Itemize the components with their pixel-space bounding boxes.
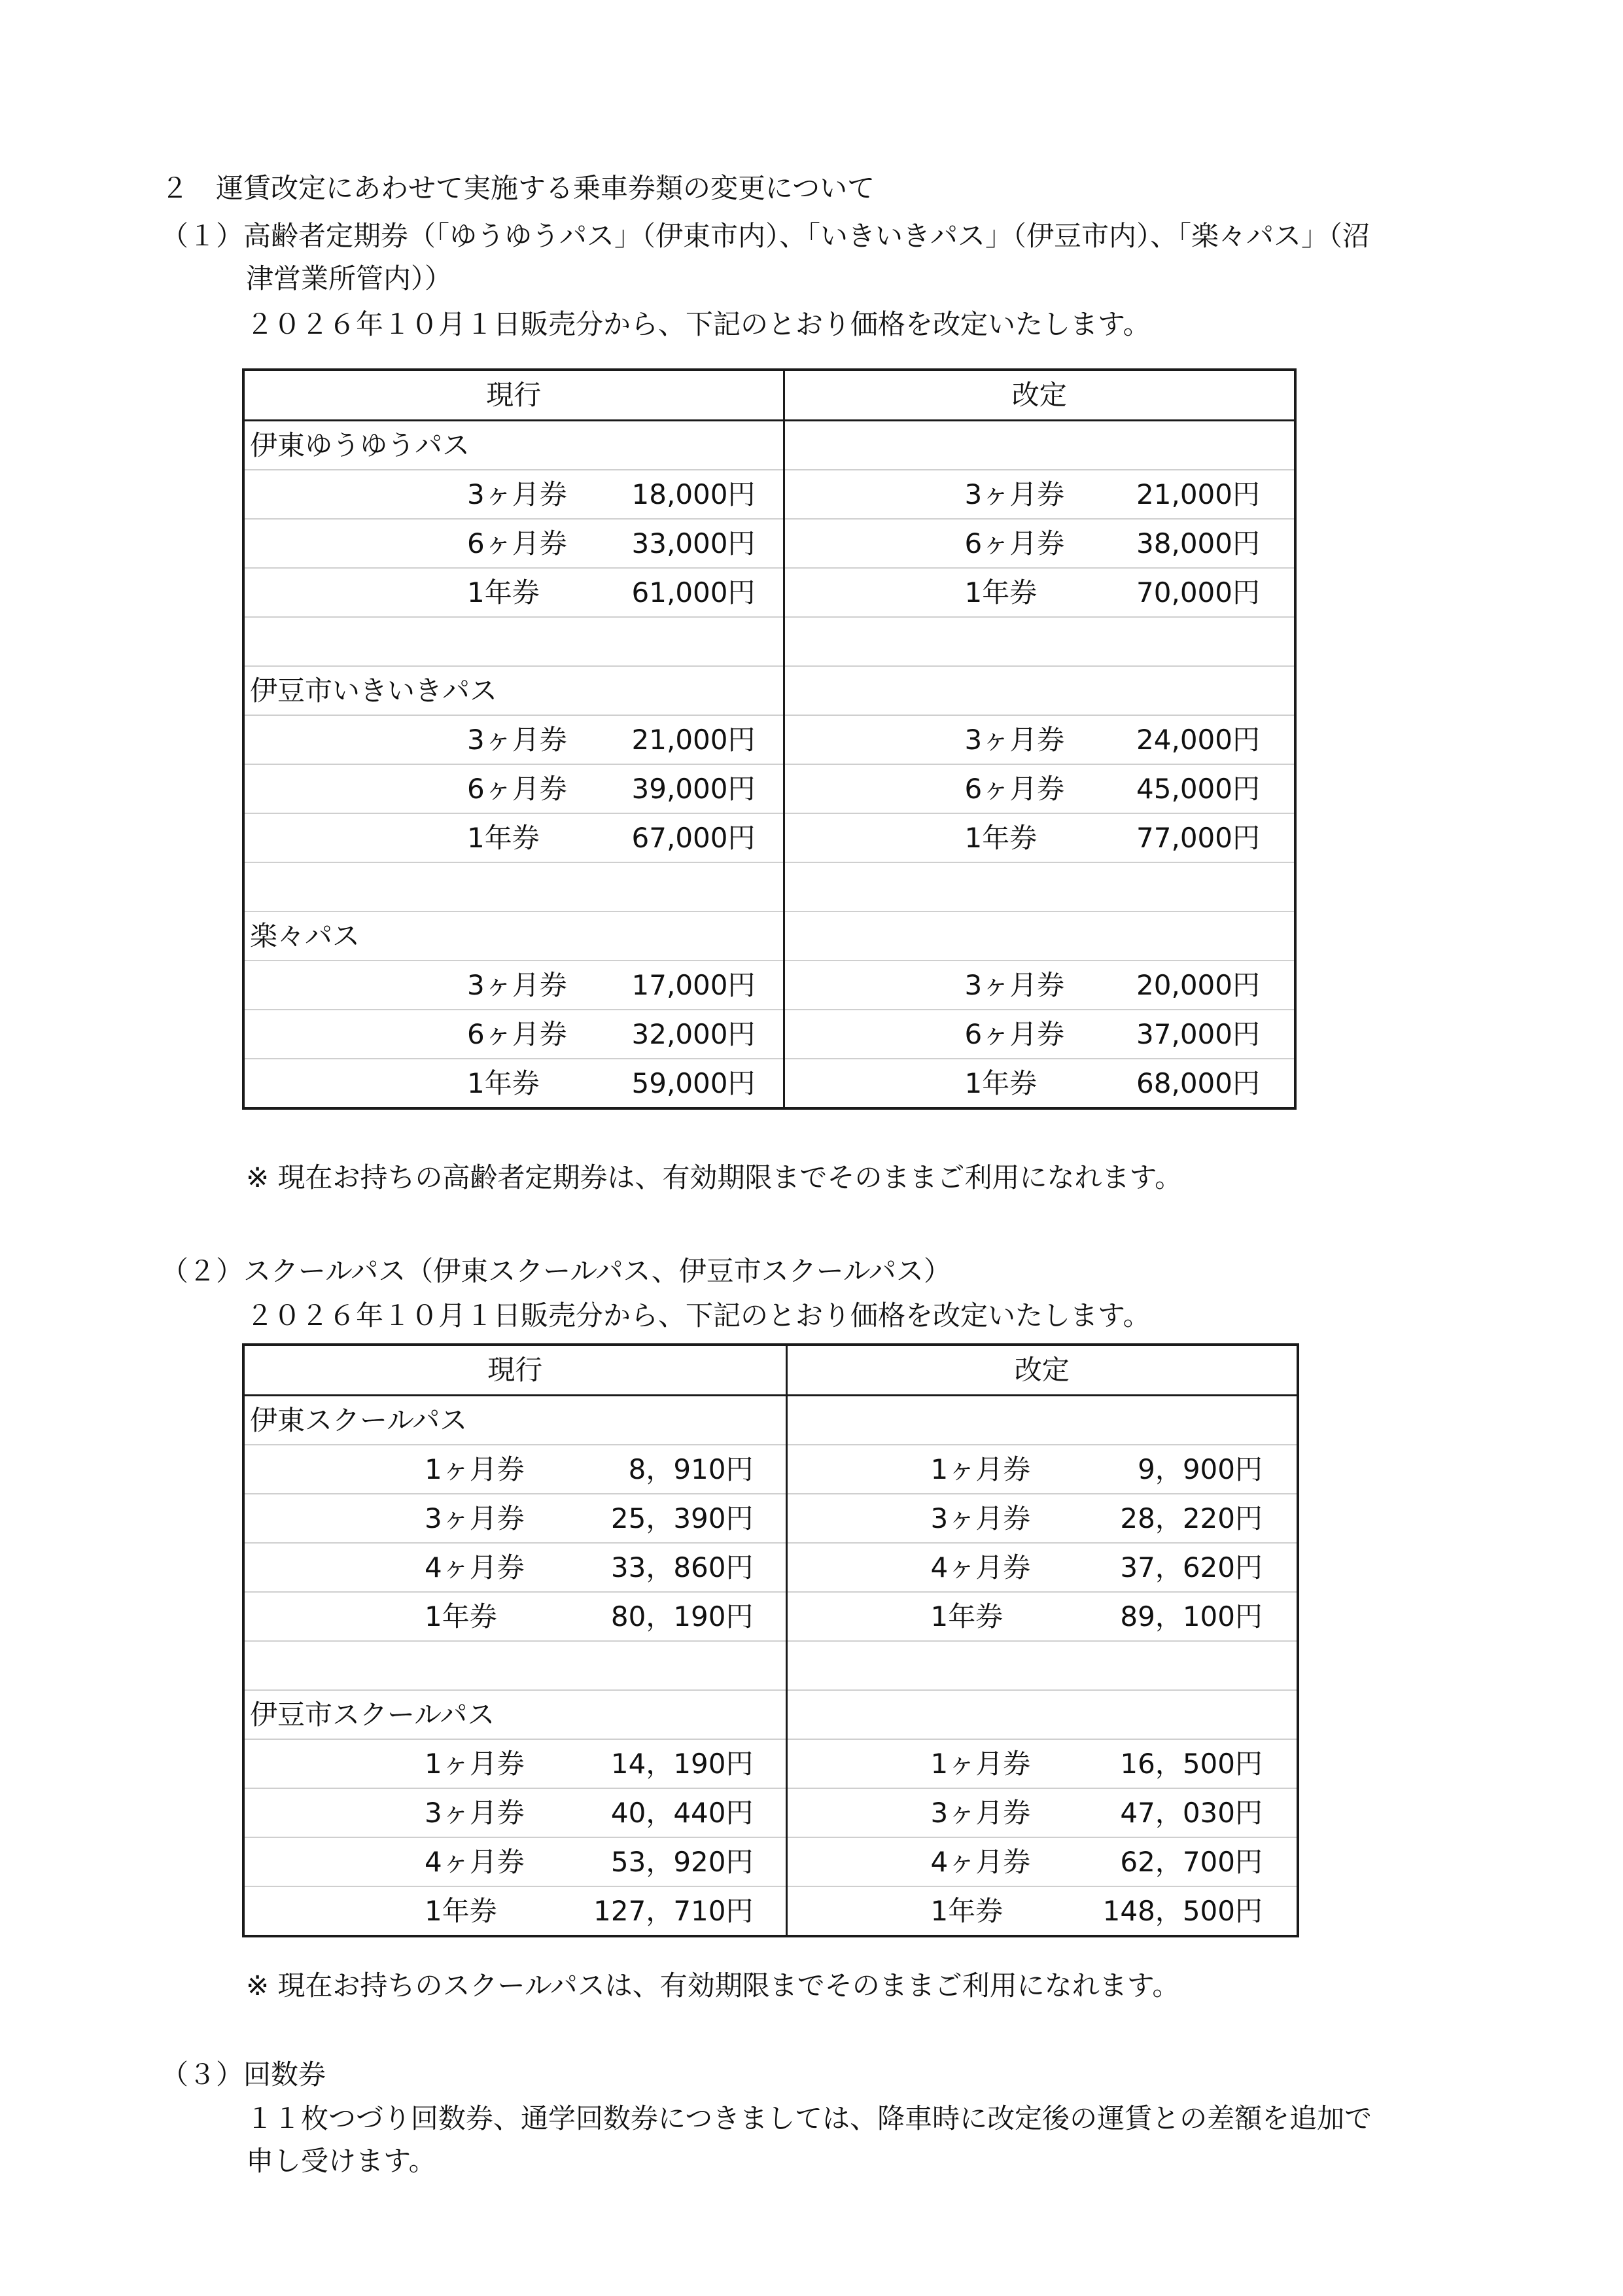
revised-fare-cell <box>786 1886 1298 1936</box>
current-fare-cell <box>243 568 784 617</box>
current-fare-cell <box>243 813 784 862</box>
table-row <box>243 1059 1295 1108</box>
ticket-type-label: 1年券 <box>964 821 1038 854</box>
senior-pass-fare-table <box>242 368 1297 1110</box>
column-header-current: 現行 <box>243 1345 786 1396</box>
revised-fare-cell <box>784 764 1295 813</box>
current-price: 33，860円 <box>610 1551 754 1583</box>
table-row <box>243 1010 1295 1059</box>
spacer-row <box>243 862 1295 911</box>
revised-price: 16，500円 <box>1120 1747 1263 1780</box>
current-fare-cell <box>243 519 784 568</box>
ticket-type-label: 1年券 <box>425 1600 497 1633</box>
spacer-row <box>243 1641 1298 1690</box>
group-name-row <box>243 666 1295 715</box>
revised-fare-cell <box>786 1788 1298 1837</box>
section2-title: （２）スクールパス（伊東スクールパス、伊豆市スクールパス） <box>161 1255 951 1287</box>
table-header-row <box>243 1345 1298 1396</box>
revised-fare-cell <box>784 1010 1295 1059</box>
ticket-type-label: 3ヶ月券 <box>964 723 1065 756</box>
current-price: 21,000円 <box>631 723 756 756</box>
ticket-type-label: 6ヶ月券 <box>964 527 1065 559</box>
revised-fare-cell <box>786 1592 1298 1641</box>
revised-price: 37，620円 <box>1120 1551 1263 1583</box>
current-price: 40，440円 <box>610 1796 754 1829</box>
current-fare-cell <box>243 1739 786 1788</box>
ticket-type-label: 3ヶ月券 <box>467 968 567 1001</box>
revised-price: 9，900円 <box>1138 1453 1263 1485</box>
table-row <box>243 1445 1298 1494</box>
ticket-type-label: 3ヶ月券 <box>930 1796 1031 1829</box>
current-fare-cell <box>243 715 784 764</box>
ticket-type-label: 6ヶ月券 <box>964 1017 1065 1050</box>
table-row <box>243 1788 1298 1837</box>
ticket-type-label: 6ヶ月券 <box>964 772 1065 805</box>
ticket-type-label: 1ヶ月券 <box>930 1747 1031 1780</box>
revised-price: 68,000円 <box>1136 1067 1260 1099</box>
section3-body-line1: １１枚つづり回数券、通学回数券につきましては、降車時に改定後の運賃との差額を追加で <box>246 2102 1372 2134</box>
pass-group-name: 伊豆市いきいきパス <box>243 666 784 715</box>
revised-fare-cell <box>784 1059 1295 1108</box>
empty-cell <box>786 1641 1298 1690</box>
current-price: 25，390円 <box>610 1502 754 1534</box>
ticket-type-label: 1年券 <box>964 576 1038 609</box>
pass-group-name: 伊東スクールパス <box>243 1396 786 1445</box>
revised-fare-cell <box>784 568 1295 617</box>
ticket-type-label: 1ヶ月券 <box>930 1453 1031 1485</box>
current-fare-cell <box>243 1445 786 1494</box>
revised-fare-cell <box>786 1445 1298 1494</box>
section-heading: ２ 運賃改定にあわせて実施する乗車券類の変更について <box>161 172 875 204</box>
empty-cell <box>784 666 1295 715</box>
table-row <box>243 470 1295 519</box>
table-row <box>243 1886 1298 1936</box>
revised-price: 70,000円 <box>1136 576 1260 609</box>
ticket-type-label: 3ヶ月券 <box>425 1502 525 1534</box>
ticket-type-label: 1年券 <box>930 1600 1003 1633</box>
revised-price: 38,000円 <box>1136 527 1260 559</box>
current-fare-cell <box>243 1592 786 1641</box>
ticket-type-label: 3ヶ月券 <box>964 478 1065 510</box>
current-fare-cell <box>243 961 784 1010</box>
section2-note: ※ 現在お持ちのスクールパスは、有効期限までそのままご利用になれます。 <box>246 1969 1180 2002</box>
section1-intro: ２０２６年１０月１日販売分から、下記のとおり価格を改定いたします。 <box>246 308 1151 340</box>
current-price: 39,000円 <box>631 772 756 805</box>
current-price: 59,000円 <box>631 1067 756 1099</box>
table-row <box>243 764 1295 813</box>
current-price: 80，190円 <box>610 1600 754 1633</box>
empty-cell <box>243 862 784 911</box>
table-row <box>243 1543 1298 1592</box>
ticket-type-label: 1ヶ月券 <box>425 1453 525 1485</box>
revised-price: 37,000円 <box>1136 1017 1260 1050</box>
section2-intro: ２０２６年１０月１日販売分から、下記のとおり価格を改定いたします。 <box>246 1299 1151 1332</box>
revised-price: 24,000円 <box>1136 723 1260 756</box>
revised-price: 20,000円 <box>1136 968 1260 1001</box>
table-row <box>243 1494 1298 1543</box>
column-header-revised: 改定 <box>784 370 1295 421</box>
revised-price: 45,000円 <box>1136 772 1260 805</box>
ticket-type-label: 6ヶ月券 <box>467 1017 567 1050</box>
table-row <box>243 1592 1298 1641</box>
current-fare-cell <box>243 1494 786 1543</box>
revised-price: 47，030円 <box>1120 1796 1263 1829</box>
ticket-type-label: 3ヶ月券 <box>964 968 1065 1001</box>
ticket-type-label: 3ヶ月券 <box>467 723 567 756</box>
current-price: 53，920円 <box>610 1845 754 1878</box>
current-price: 127，710円 <box>593 1894 754 1927</box>
ticket-type-label: 4ヶ月券 <box>425 1551 525 1583</box>
empty-cell <box>243 617 784 666</box>
revised-price: 89，100円 <box>1120 1600 1263 1633</box>
revised-price: 21,000円 <box>1136 478 1260 510</box>
current-price: 33,000円 <box>631 527 756 559</box>
pass-group-name: 伊豆市スクールパス <box>243 1690 786 1739</box>
pass-group-name: 楽々パス <box>243 911 784 961</box>
table-header-row <box>243 370 1295 421</box>
current-price: 8，910円 <box>628 1453 754 1485</box>
current-fare-cell <box>243 470 784 519</box>
current-fare-cell <box>243 1543 786 1592</box>
ticket-type-label: 6ヶ月券 <box>467 527 567 559</box>
section3-body-line2: 申し受けます。 <box>246 2145 436 2177</box>
ticket-type-label: 3ヶ月券 <box>467 478 567 510</box>
section1-title-line1: （１）高齢者定期券（「ゆうゆうパス」（伊東市内）、「いきいきパス」（伊豆市内）、「楽々パス」（沼 <box>161 220 1370 252</box>
revised-price: 28，220円 <box>1120 1502 1263 1534</box>
revised-fare-cell <box>784 961 1295 1010</box>
group-name-row <box>243 421 1295 470</box>
empty-cell <box>786 1690 1298 1739</box>
table-row <box>243 813 1295 862</box>
ticket-type-label: 1年券 <box>425 1894 497 1927</box>
empty-cell <box>784 617 1295 666</box>
current-fare-cell <box>243 764 784 813</box>
revised-fare-cell <box>784 715 1295 764</box>
ticket-type-label: 1年券 <box>467 576 540 609</box>
revised-fare-cell <box>786 1543 1298 1592</box>
section1-note: ※ 現在お持ちの高齢者定期券は、有効期限までそのままご利用になれます。 <box>246 1161 1183 1193</box>
empty-cell <box>243 1641 786 1690</box>
group-name-row <box>243 911 1295 961</box>
current-fare-cell <box>243 1837 786 1886</box>
empty-cell <box>786 1396 1298 1445</box>
current-price: 32,000円 <box>631 1017 756 1050</box>
group-name-row <box>243 1690 1298 1739</box>
current-price: 61,000円 <box>631 576 756 609</box>
revised-fare-cell <box>786 1837 1298 1886</box>
pass-group-name: 伊東ゆうゆうパス <box>243 421 784 470</box>
table-row <box>243 1837 1298 1886</box>
empty-cell <box>784 421 1295 470</box>
table-row <box>243 961 1295 1010</box>
section1-title-line2: 津営業所管内）） <box>246 262 453 294</box>
ticket-type-label: 1年券 <box>930 1894 1003 1927</box>
ticket-type-label: 1年券 <box>467 1067 540 1099</box>
ticket-type-label: 3ヶ月券 <box>425 1796 525 1829</box>
revised-price: 62，700円 <box>1120 1845 1263 1878</box>
current-price: 17,000円 <box>631 968 756 1001</box>
revised-price: 77,000円 <box>1136 821 1260 854</box>
revised-fare-cell <box>784 813 1295 862</box>
ticket-type-label: 4ヶ月券 <box>930 1551 1031 1583</box>
current-price: 67,000円 <box>631 821 756 854</box>
ticket-type-label: 6ヶ月券 <box>467 772 567 805</box>
current-fare-cell <box>243 1059 784 1108</box>
empty-cell <box>784 862 1295 911</box>
revised-fare-cell <box>784 519 1295 568</box>
ticket-type-label: 1ヶ月券 <box>425 1747 525 1780</box>
section3-title: （３）回数券 <box>161 2058 326 2091</box>
revised-price: 148，500円 <box>1102 1894 1263 1927</box>
current-price: 18,000円 <box>631 478 756 510</box>
ticket-type-label: 4ヶ月券 <box>425 1845 525 1878</box>
ticket-type-label: 3ヶ月券 <box>930 1502 1031 1534</box>
current-fare-cell <box>243 1788 786 1837</box>
school-pass-fare-table <box>242 1343 1299 1937</box>
current-fare-cell <box>243 1886 786 1936</box>
column-header-revised: 改定 <box>786 1345 1298 1396</box>
ticket-type-label: 1年券 <box>467 821 540 854</box>
revised-fare-cell <box>786 1739 1298 1788</box>
group-name-row <box>243 1396 1298 1445</box>
table-row <box>243 568 1295 617</box>
empty-cell <box>784 911 1295 961</box>
spacer-row <box>243 617 1295 666</box>
current-fare-cell <box>243 1010 784 1059</box>
ticket-type-label: 4ヶ月券 <box>930 1845 1031 1878</box>
revised-fare-cell <box>784 470 1295 519</box>
table-row <box>243 1739 1298 1788</box>
column-header-current: 現行 <box>243 370 784 421</box>
table-row <box>243 715 1295 764</box>
table-row <box>243 519 1295 568</box>
current-price: 14，190円 <box>610 1747 754 1780</box>
revised-fare-cell <box>786 1494 1298 1543</box>
ticket-type-label: 1年券 <box>964 1067 1038 1099</box>
